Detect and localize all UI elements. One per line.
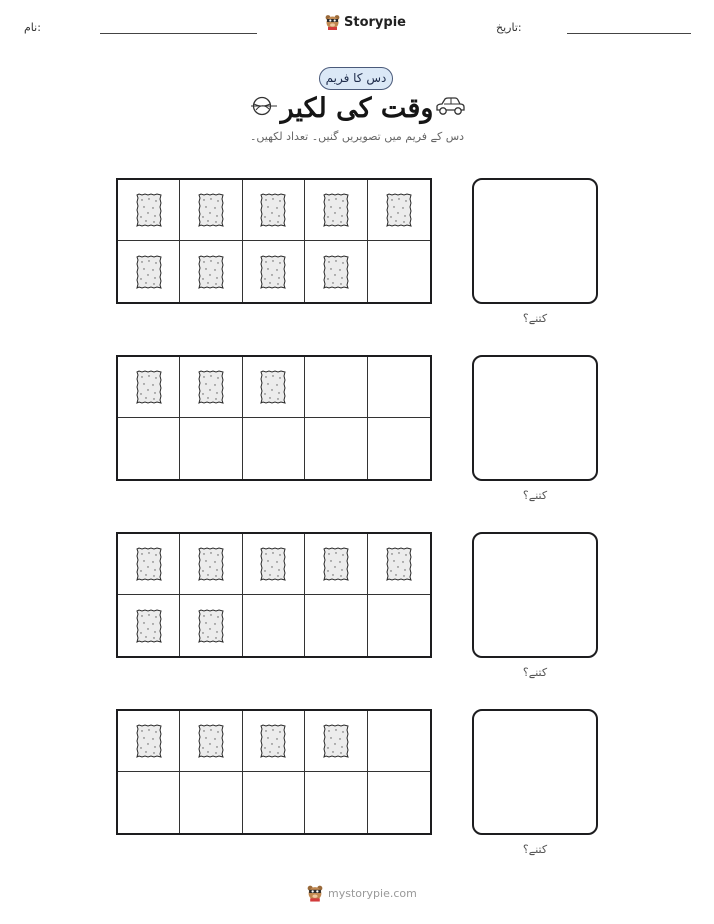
cracker-icon bbox=[197, 254, 225, 290]
how-many-label: کتنے؟ bbox=[522, 312, 548, 325]
frame-cell-empty bbox=[368, 772, 430, 833]
frame-cell-filled bbox=[180, 711, 242, 772]
date-label: تاریخ: bbox=[496, 21, 522, 34]
frame-cell-empty bbox=[305, 357, 367, 418]
frame-cell-empty bbox=[118, 772, 180, 833]
frame-cell-filled bbox=[118, 595, 180, 656]
cracker-icon bbox=[135, 369, 163, 405]
ten-frame bbox=[116, 532, 432, 658]
cracker-icon bbox=[197, 369, 225, 405]
brand-name: Storypie bbox=[344, 14, 406, 30]
frame-cell-filled bbox=[305, 180, 367, 241]
cracker-icon bbox=[322, 546, 350, 582]
frame-cell-empty bbox=[305, 418, 367, 479]
frame-cell-filled bbox=[118, 711, 180, 772]
date-line[interactable] bbox=[567, 33, 691, 34]
frame-cell-filled bbox=[180, 534, 242, 595]
frame-cell-empty bbox=[368, 711, 430, 772]
frame-cell-filled bbox=[118, 357, 180, 418]
frame-cell-empty bbox=[180, 772, 242, 833]
frame-cell-filled bbox=[305, 711, 367, 772]
cracker-icon bbox=[259, 192, 287, 228]
cracker-icon bbox=[259, 254, 287, 290]
cracker-icon bbox=[259, 723, 287, 759]
answer-box[interactable] bbox=[472, 709, 598, 835]
frame-cell-filled bbox=[368, 180, 430, 241]
brand-logo bbox=[325, 14, 406, 30]
cracker-icon bbox=[259, 546, 287, 582]
name-label: نام: bbox=[24, 21, 41, 34]
frame-cell-filled bbox=[243, 180, 305, 241]
frame-cell-filled bbox=[180, 357, 242, 418]
frame-cell-empty bbox=[368, 357, 430, 418]
frame-cell-filled bbox=[243, 241, 305, 302]
frame-cell-filled bbox=[118, 534, 180, 595]
how-many-label: کتنے؟ bbox=[522, 489, 548, 502]
frame-cell-filled bbox=[243, 534, 305, 595]
frame-cell-empty bbox=[368, 595, 430, 656]
cracker-icon bbox=[197, 608, 225, 644]
frame-cell-filled bbox=[368, 534, 430, 595]
topic-badge: دس کا فریم bbox=[319, 67, 393, 90]
frame-cell-filled bbox=[180, 241, 242, 302]
cracker-icon bbox=[322, 254, 350, 290]
ten-frame bbox=[116, 709, 432, 835]
answer-box[interactable] bbox=[472, 532, 598, 658]
frame-cell-filled bbox=[243, 357, 305, 418]
cracker-icon bbox=[385, 192, 413, 228]
frame-cell-filled bbox=[180, 595, 242, 656]
frame-cell-filled bbox=[305, 241, 367, 302]
cracker-icon bbox=[197, 192, 225, 228]
frame-cell-empty bbox=[180, 418, 242, 479]
answer-box[interactable] bbox=[472, 355, 598, 481]
frame-cell-empty bbox=[305, 772, 367, 833]
bear-icon bbox=[325, 14, 340, 30]
frame-cell-empty bbox=[243, 418, 305, 479]
frame-cell-filled bbox=[118, 180, 180, 241]
cracker-icon bbox=[197, 546, 225, 582]
ten-frame bbox=[116, 178, 432, 304]
frame-cell-empty bbox=[243, 595, 305, 656]
frame-cell-empty bbox=[118, 418, 180, 479]
instructions: دس کے فریم میں تصویریں گنیں۔ تعداد لکھیں۔ bbox=[249, 130, 465, 143]
cracker-icon bbox=[135, 723, 163, 759]
frame-cell-filled bbox=[118, 241, 180, 302]
frame-cell-empty bbox=[368, 241, 430, 302]
cracker-icon bbox=[259, 369, 287, 405]
how-many-label: کتنے؟ bbox=[522, 666, 548, 679]
cracker-icon bbox=[197, 723, 225, 759]
cracker-icon bbox=[322, 192, 350, 228]
cracker-icon bbox=[135, 608, 163, 644]
frame-cell-empty bbox=[243, 772, 305, 833]
how-many-label: کتنے؟ bbox=[522, 843, 548, 856]
name-line[interactable] bbox=[100, 33, 257, 34]
cracker-icon bbox=[135, 192, 163, 228]
frame-cell-filled bbox=[180, 180, 242, 241]
cracker-icon bbox=[385, 546, 413, 582]
cracker-icon bbox=[135, 254, 163, 290]
bear-icon bbox=[307, 884, 323, 902]
ten-frame bbox=[116, 355, 432, 481]
cracker-icon bbox=[135, 546, 163, 582]
frame-cell-filled bbox=[243, 711, 305, 772]
frame-cell-filled bbox=[305, 534, 367, 595]
frame-cell-empty bbox=[368, 418, 430, 479]
answer-box[interactable] bbox=[472, 178, 598, 304]
footer-url: mystorypie.com bbox=[328, 886, 417, 900]
frame-cell-empty bbox=[305, 595, 367, 656]
cracker-icon bbox=[322, 723, 350, 759]
footer bbox=[307, 884, 417, 902]
page-title: وقت کی لکیر bbox=[280, 93, 434, 124]
